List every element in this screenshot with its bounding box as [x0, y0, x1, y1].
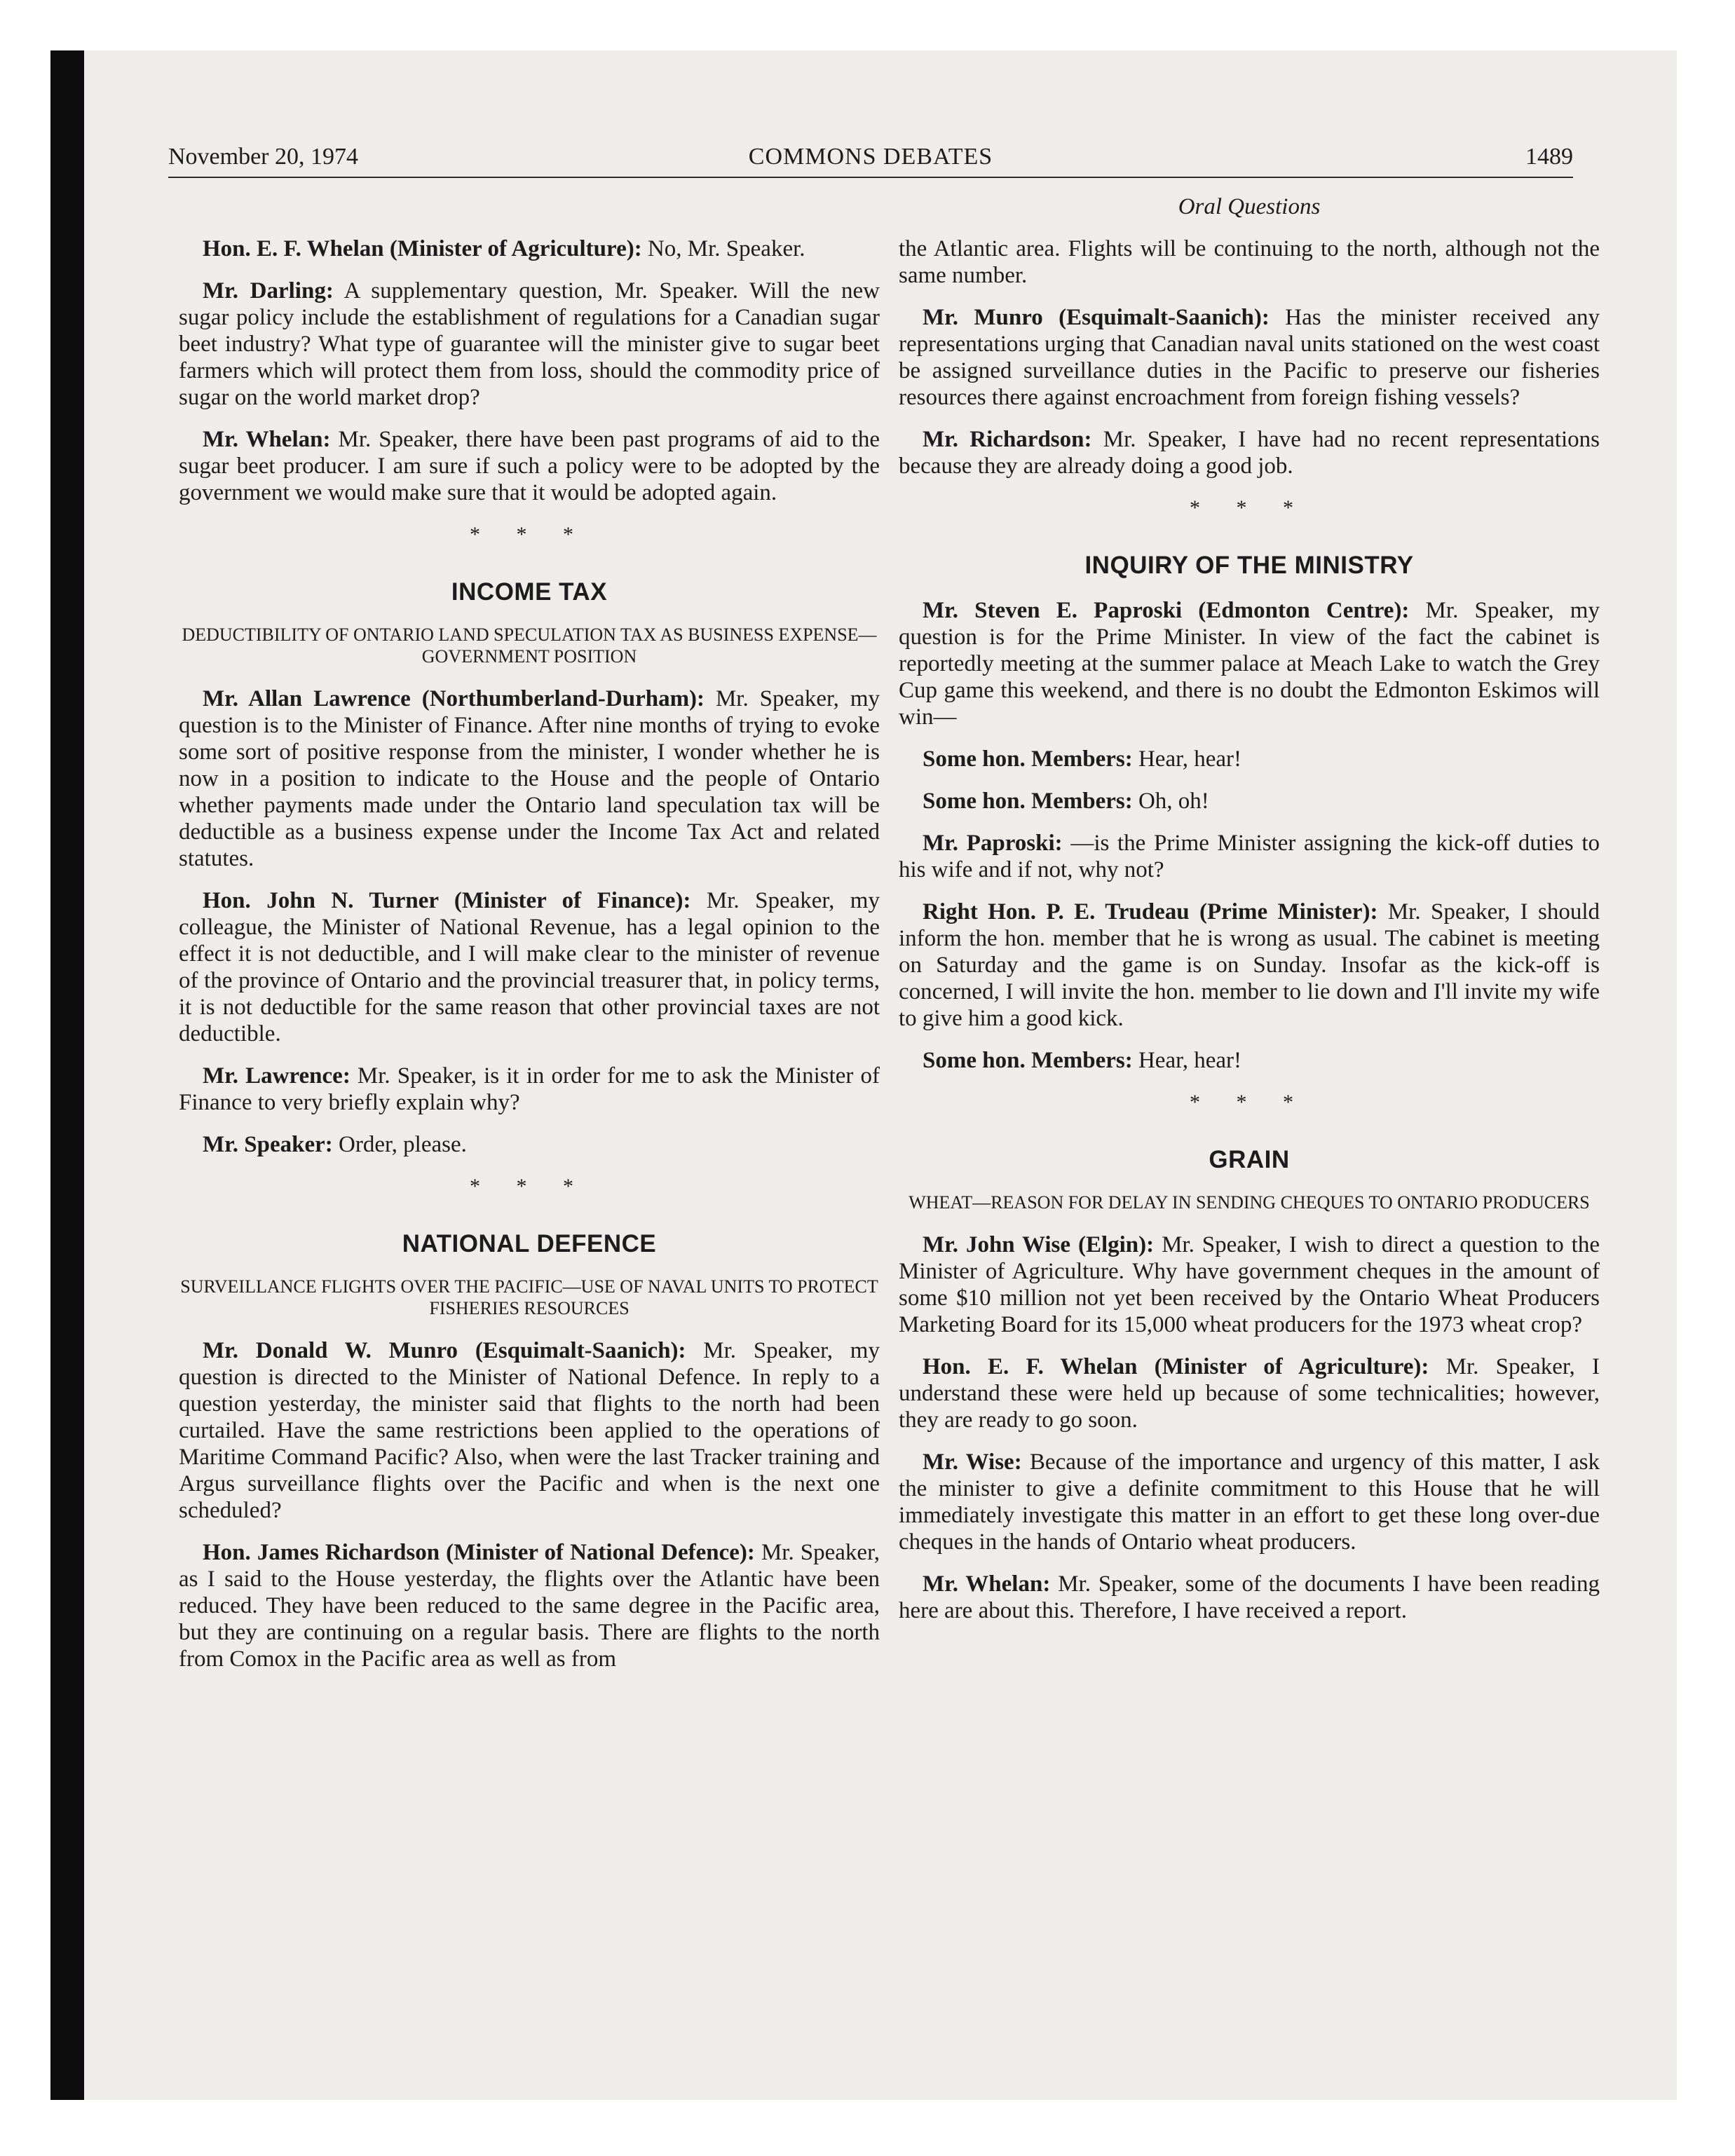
- speaker-name: Hon. John N. Turner (Minister of Finance):: [203, 888, 691, 913]
- speaker-name: Mr. Whelan:: [203, 427, 331, 452]
- paragraph: [179, 236, 880, 262]
- section-subheading: DEDUCTIBILITY OF ONTARIO LAND SPECULATION TAX AS BUSINESS EXPENSE—GOVERNMENT POSITION: [182, 625, 877, 667]
- speech-text: Mr. Speaker, is it in order for me to ask the Minister of Finance to very briefly explain why?: [179, 1063, 880, 1115]
- binding-edge: [50, 50, 84, 2100]
- speaker-name: Some hon. Members:: [923, 1048, 1133, 1073]
- speech-text: Mr. Speaker, I should inform the hon. member that he is wrong as usual. The cabinet is meeting on Saturday and the game is on Sunday. Insofar as the kick-off is concerned, I will invite the hon. member to lie down and I'll invite my wife to give him a good kick.: [899, 899, 1600, 1031]
- paragraph: [899, 426, 1600, 479]
- header-rule: [168, 177, 1573, 178]
- paragraph: [179, 1337, 880, 1524]
- speaker-name: Some hon. Members:: [923, 789, 1133, 814]
- speech-text: No, Mr. Speaker.: [641, 236, 805, 261]
- page-number: 1489: [1525, 144, 1573, 170]
- speaker-name: Mr. Richardson:: [923, 427, 1092, 452]
- speaker-name: Mr. John Wise (Elgin):: [923, 1232, 1155, 1257]
- speech-text: Mr. Speaker, as I said to the House yesterday, the flights over the Atlantic have been reduced. They have been reduced to the same degree in the Pacific area, but they are continuing on a regular basis. There are flights to the north from Comox in the Pacific area as well as from: [179, 1540, 880, 1672]
- speech-text: Because of the importance and urgency of this matter, I ask the minister to give a definite commitment to this House that he will immediately investigate this matter in an effort to get these long over-due cheques in the hands of Ontario wheat producers.: [899, 1449, 1600, 1555]
- speech-text: Mr. Speaker, my question is to the Minister of Finance. After nine months of trying to evoke some sort of positive response from the minister, I wonder whether he is now in a position to indicate to the House and the people of Ontario whether payments made under the Ontario land speculation tax will be deductible as a business expense under the Income Tax Act and related statutes.: [179, 686, 880, 871]
- section-heading: INQUIRY OF THE MINISTRY: [1084, 552, 1414, 579]
- section-separator: * * *: [1190, 1091, 1309, 1114]
- speaker-name: Mr. Whelan:: [923, 1571, 1051, 1597]
- speech-text: Mr. Speaker, my colleague, the Minister of National Revenue, has a legal opinion to the effect it is not deductible, and I will make clear to the minister of revenue of the province of Ontario and the provincial treasurer that, in policy terms, it is not deductible for the same reason that other provincial taxes are not deductible.: [179, 888, 880, 1046]
- section-subheading: WHEAT—REASON FOR DELAY IN SENDING CHEQUES TO ONTARIO PRODUCERS: [909, 1192, 1590, 1213]
- speaker-name: Hon. E. F. Whelan (Minister of Agriculture):: [203, 236, 642, 261]
- section-subheading: SURVEILLANCE FLIGHTS OVER THE PACIFIC—USE OF NAVAL UNITS TO PROTECT FISHERIES RESOURCES: [180, 1276, 878, 1318]
- speaker-name: Hon. James Richardson (Minister of National Defence):: [203, 1540, 755, 1565]
- speech-text: Mr. Speaker, I understand these were held up because of some technicalities; however, they are ready to go soon.: [899, 1354, 1600, 1433]
- speech-text: Oh, oh!: [1132, 789, 1209, 814]
- speaker-name: Mr. Wise:: [923, 1449, 1022, 1475]
- speaker-name: Mr. Munro (Esquimalt-Saanich):: [923, 305, 1270, 330]
- speech-text: Mr. Speaker, some of the documents I have been reading here are about this. Therefore, I have received a report.: [899, 1571, 1600, 1623]
- paragraph: [179, 1131, 880, 1158]
- paragraph: [179, 685, 880, 872]
- speech-text: the Atlantic area. Flights will be continuing to the north, although not the same number.: [899, 236, 1600, 288]
- speaker-name: Mr. Allan Lawrence (Northumberland-Durham):: [203, 686, 705, 711]
- running-header: [168, 140, 1573, 174]
- section-heading: GRAIN: [1209, 1146, 1290, 1173]
- paragraph: [899, 899, 1600, 1032]
- paragraph: [899, 236, 1600, 289]
- speech-text: Hear, hear!: [1132, 1048, 1242, 1073]
- paragraph: [899, 1047, 1600, 1074]
- paragraph: [899, 1353, 1600, 1433]
- speaker-name: Right Hon. P. E. Trudeau (Prime Minister):: [923, 899, 1378, 925]
- speech-text: —is the Prime Minister assigning the kick-off duties to his wife and if not, why not?: [899, 831, 1600, 882]
- paragraph: [899, 1231, 1600, 1338]
- section-heading: INCOME TAX: [451, 578, 608, 606]
- speaker-name: Mr. Steven E. Paproski (Edmonton Centre):: [923, 598, 1410, 623]
- speech-text: Mr. Speaker, there have been past programs of aid to the sugar beet producer. I am sure if such a policy were to be adopted by the government we would make sure that it would be adopted again.: [179, 427, 880, 505]
- paragraph: [899, 597, 1600, 730]
- speech-text: A supplementary question, Mr. Speaker. Will the new sugar policy include the establishment of regulations for a Canadian sugar beet industry? What type of guarantee will the minister give to sugar beet farmers which will protect them from loss, should the commodity price of sugar on the world market drop?: [179, 278, 880, 410]
- paragraph: [179, 1539, 880, 1672]
- paragraph: [179, 278, 880, 411]
- right-column: [899, 193, 1600, 1639]
- left-column: [179, 193, 880, 1688]
- speech-text: Mr. Speaker, my question is directed to the Minister of National Defence. In reply to a question yesterday, the minister said that flights to the north had been curtailed. Have the same restrictions been applied to the operations of Maritime Command Pacific? Also, when were the last Tracker training and Argus surveillance flights over the Pacific and when is the next one scheduled?: [179, 1338, 880, 1523]
- speech-text: Has the minister received any representations urging that Canadian naval units stationed on the west coast be assigned surveillance duties in the Pacific to preserve our fisheries resources there against encroachment from foreign fishing vessels?: [899, 305, 1600, 410]
- speaker-name: Mr. Paproski:: [923, 831, 1063, 856]
- paragraph: [899, 304, 1600, 411]
- section-separator: * * *: [470, 1175, 589, 1198]
- speech-text: Mr. Speaker, I have had no recent representations because they are already doing a good job.: [899, 427, 1600, 479]
- header-title: COMMONS DEBATES: [748, 144, 993, 170]
- paragraph: [179, 1063, 880, 1116]
- speaker-name: Mr. Donald W. Munro (Esquimalt-Saanich):: [203, 1338, 686, 1363]
- speaker-name: Mr. Lawrence:: [203, 1063, 351, 1089]
- paragraph: [899, 746, 1600, 772]
- paragraph: [899, 788, 1600, 814]
- running-head: Oral Questions: [1178, 194, 1321, 219]
- speech-text: Hear, hear!: [1132, 746, 1242, 772]
- speaker-name: Some hon. Members:: [923, 746, 1133, 772]
- speech-text: Mr. Speaker, my question is for the Prime Minister. In view of the fact the cabinet is reportedly meeting at the summer palace at Meach Lake to watch the Grey Cup game this weekend, and there is no doubt the Edmonton Eskimos will win—: [899, 598, 1600, 730]
- paragraph: [899, 1449, 1600, 1555]
- speech-text: Mr. Speaker, I wish to direct a question to the Minister of Agriculture. Why have government cheques in the amount of some $10 million not yet been received by the Ontario Wheat Producers Marketing Board for its 15,000 wheat producers for the 1973 wheat crop?: [899, 1232, 1600, 1337]
- section-separator: * * *: [1190, 496, 1309, 519]
- paragraph: [179, 426, 880, 506]
- section-heading: NATIONAL DEFENCE: [402, 1230, 657, 1257]
- section-separator: * * *: [470, 523, 589, 546]
- speech-text: Order, please.: [332, 1132, 467, 1157]
- paragraph: [899, 1571, 1600, 1624]
- paragraph: [899, 830, 1600, 883]
- speaker-name: Hon. E. F. Whelan (Minister of Agriculture):: [923, 1354, 1429, 1379]
- speaker-name: Mr. Speaker:: [203, 1132, 333, 1157]
- header-date: November 20, 1974: [168, 144, 359, 170]
- speaker-name: Mr. Darling:: [203, 278, 334, 303]
- paragraph: [179, 887, 880, 1047]
